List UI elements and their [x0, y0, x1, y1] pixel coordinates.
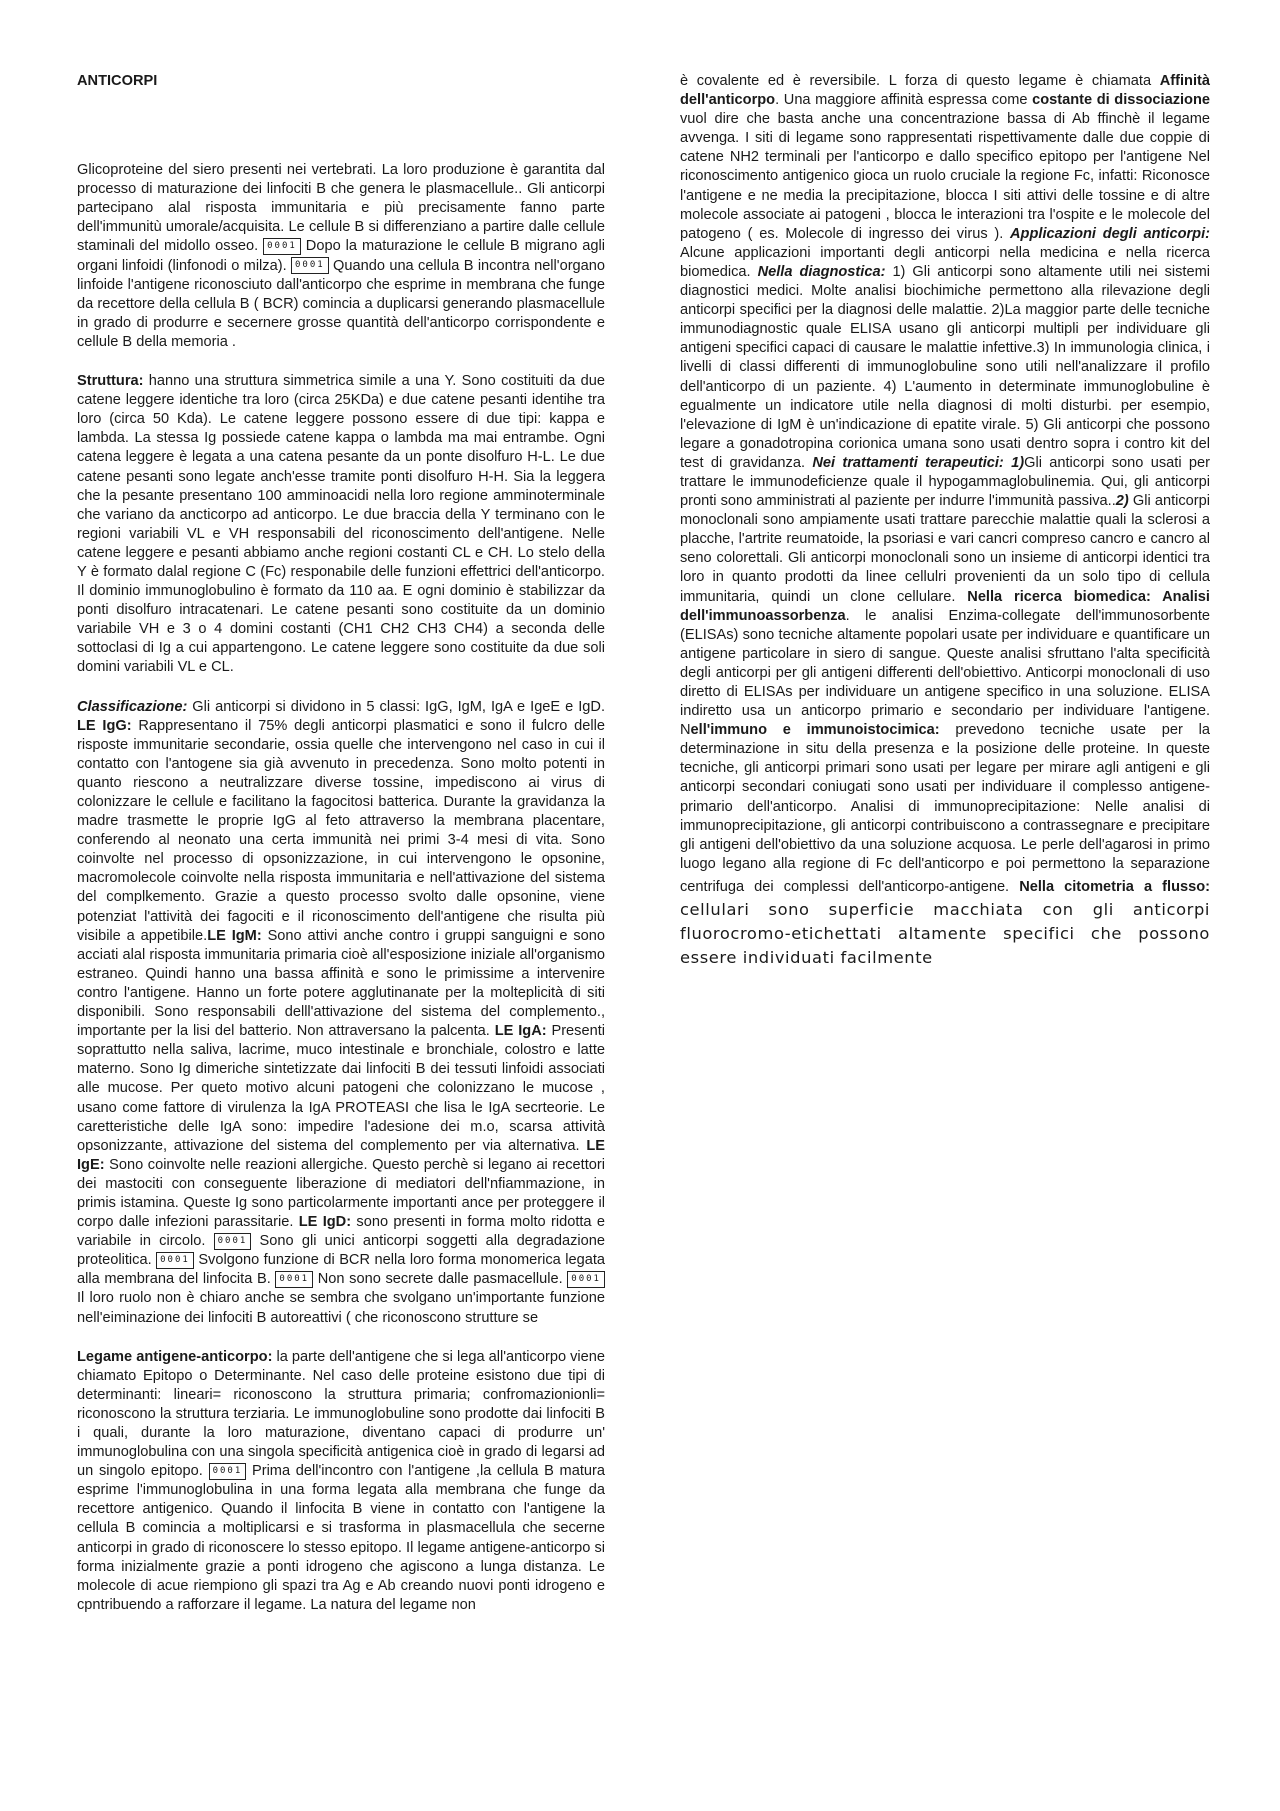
terapeutici-heading: Nei trattamenti terapeutici: 1): [812, 454, 1025, 471]
classificazione-heading: Classificazione:: [77, 698, 188, 715]
affinity-term: Affinità dell'anticorpo: [680, 73, 1210, 109]
igd-heading: LE IgD:: [298, 1214, 352, 1231]
placeholder-box: 0001: [291, 257, 329, 274]
legame-heading: Legame antigene-anticorpo:: [77, 1348, 273, 1365]
ricerca-heading: Nella ricerca biomedica: Analisi dell'immunoassorbenza: [680, 588, 1210, 624]
igd-text-3: Svolgono funzione di BCR nella loro forma monomerica legata alla membrana del linfocita B.: [77, 1252, 605, 1288]
immuno-heading: ell'immuno e immunoistocimica:: [690, 722, 940, 739]
intro-text-1: Glicoproteine del siero presenti nei vertebrati. La loro produzione è garantita dal processo di maturazione dei linfociti B che genera le plasmacellule.. Gli anticorpi partecipano alal risposta immunitaria e più precisamente fanno parte dell'immunitù umorale/acquisita. Le cellule B si differenziano a partire dalle cellule staminali del midollo osseo.: [77, 162, 605, 255]
applicazioni-heading: Applicazioni degli anticorpi:: [1010, 225, 1210, 242]
igd-text-5: Il loro ruolo non è chiaro anche se sembra che svolgano un'importante funzione nell'eiminazione dei linfociti B autoreattivi ( che riconoscono strutture se: [77, 1290, 605, 1326]
iga-text: Presenti soprattutto nella saliva, lacrime, muco intestinale e bronchiale, colostro e latte materno. Sono Ig dimeriche sintetizzate dai linfociti B dei tessuti linfoidi associati alle mucose. Per queto motivo alcuni patogeni che colonizzano le mucose , usano come fattore di virulenza la IgA PROTEASI che lisa le IgA secrteorie. Le caretteristiche delle IgA sono: impedire l'adesione dei m.o, scarsa attività opsonizzante, attivazione del sistema del complemento per via alternativa.: [77, 1023, 606, 1154]
affinity-text-2: . Una maggiore affinità espressa come: [775, 92, 1033, 109]
igg-text: Rappresentano il 75% degli anticorpi plasmatici e sono il fulcro delle risposte immunitarie secondarie, ossia quelle che intervengono nel caso in cui il contatto con l'antogene sia già avvenuto in precedenza. Sono molto potenti in quanto riescono a neutralizzare diverse tossine, impediscono ai virus di colonizzare le cellule e facilitano la fagocitosi batterica. Durante la gravidanza la madre trasmette le proprie IgG al feto attraverso la membrana placentare, conferendo al neonato una certa immunità nei primi 3-4 mesi di vita. Sono coinvolte nel processo di opsonizzazione, in cui intervengono le opsonine, macromolecole coinvolte nella risposta immunitaria e nell'attivazione del sistema del complkemento. Grazie a questo processo svolto dalle opsonine, viene potenziat l'attività dei fagociti e il riconoscimento dell'antigene che risulta più visibile a appetibile.: [77, 717, 606, 944]
intro-text-3: Quando una cellula B incontra nell'organo linfoide l'antigene riconosciuto dall'anticorpo che esprime in membrana che funge da recettore della cellula B ( BCR) comincia a duplicarsi generando plasmacellule in grado di produrre e secernere grosse quantità dell'anticorpo corrispondente e cellule B della memoria .: [77, 257, 606, 350]
dissociation-term: costante di dissociazione: [1032, 92, 1210, 109]
struttura-text: hanno una struttura simmetrica simile a una Y. Sono costituiti da due catene leggere identiche tra loro (circa 25KDa) e due catene pesanti identihe tra loro (circa 50 Kda). Le catene leggere possono essere di due tipi: kappa e lambda. La stessa Ig possiede catene kappa o lambda ma mai entrambe. Ogni catena leggere è legata a una catena pesante da un ponte disolfuro H-L. Le due catene pesanti sono legate anch'esse tramite ponti disolfuro H-H. Sia la leggera che la pesante presentano 100 amminoacidi nella loro regione amminoterminale che variano da ancticorpo ad anticorpo. Le due braccia della Y terminano con le regioni variabili VL e VH responsabili del riconoscimento dell'antigene. Nelle catene leggere e pesanti abbiamo anche regioni costanti CL e CH. Lo stelo della Y è formato dalal regione C (Fc) responabile delle funzioni effettrici dell'anticorpo. Il dominio immunoglobulino è formato da 110 aa. E ogni dominio è stabilizzar da ponti disolfuro intracatenari. Le catene pesanti sono costituite da un dominio variabile VH e 3 o 4 domini costanti (CH1 CH2 CH3 CH4) a seconda delle sottoclasi di Ig a cui appartengono. Le catene leggere sono costituite da due soli domini variabili VL e CL.: [77, 373, 605, 676]
affinity-text-1: è covalente ed è reversibile. L forza di questo legame è chiamata: [680, 73, 1160, 89]
right-column: [680, 72, 1210, 990]
igm-text: Sono attivi anche contro i gruppi sanguigni e sono acciati alal risposta immunitaria primaria cioè all'esposizione iniziale all'organismo estraneo. Quindi hanno una bassa affinità e sono le primissime a intervenire contro l'antigene. Hanno un forte potere agglutinanate per la molteplicità di siti disponibili. Sono responsabili delll'attivazione del sistema del complemento., importante per la lisi del batterio. Non attraversano la palcenta.: [77, 927, 605, 1040]
terapeutici-2-text: Gli anticorpi monoclonali sono ampiamente usati trattare parecchie malattie quali la sclerosi a placche, l'artrite reumatoide, la psoriasi e vari cancri compreso cancro e cancro al seno colorettali. Gli anticorpi monoclonali sono un insieme di anticorpi identici tra loro in quanto prodotti da linee cellulri provenienti da un solo tipo di cellula immunitaria, quindi un clone cellulare.: [680, 493, 1210, 605]
diagnostica-heading: Nella diagnostica:: [757, 263, 886, 280]
igd-text-1: sono presenti in forma molto ridotta e variabile in circolo.: [77, 1214, 606, 1250]
placeholder-box: 0001: [209, 1463, 247, 1480]
intro-text-2: Dopo la maturazione le cellule B migrano agli organi linfoidi (linfonodi o milza).: [77, 238, 605, 274]
igd-text-2: Sono gli unici anticorpi soggetti alla degradazione proteolitica.: [77, 1233, 606, 1269]
terapeutici-2-heading: 2): [1115, 493, 1129, 510]
applicazioni-text: Alcune applicazioni importanti degli anticorpi nella medicina e nella ricerca biomedica.: [680, 244, 1210, 280]
right-paragraph: [680, 72, 1210, 970]
igm-heading: LE IgM:: [207, 927, 262, 944]
ige-heading: LE IgE:: [77, 1137, 605, 1173]
classificazione-paragraph: [77, 698, 605, 1328]
placeholder-box: 0001: [275, 1271, 313, 1288]
ricerca-text: . le analisi Enzima-collegate dell'immunosorbente (ELISAs) sono tecniche altamente popolari usate per individuare e quantificare un antigene particolare in siero di sangue. Queste analisi sfruttano l'alta specificità degli anticorpi per gli antigeni differenti dell'obiettivo. Anticorpi monoclonali di uso diretto di ELISAs per individuare un antigene specifico in una soluzione. ELISA indiretto usa un anticorpo primario e secondario per individuare l'antigene. N: [680, 607, 1210, 739]
struttura-heading: Struttura:: [77, 373, 144, 390]
terapeutici-text: Gli anticorpi sono usati per trattare le immunodeficienze quale il hypogammaglobulinemia. Qui, gli anticorpi pronti sono amministrati al paziente per indurre l'immunità passiva..: [680, 454, 1210, 510]
placeholder-box: 0001: [156, 1252, 194, 1269]
iga-heading: LE IgA:: [494, 1023, 547, 1040]
affinity-text-3: vuol dire che basta anche una concentrazione bassa di Ab ffinchè il legame avvenga. I siti di legame sono rappresentati rispettivamente dalle due coppie di catene NH2 terminali per l'anticorpo e dallo specifico epitopo per l'antigene Nel riconoscimento antigenico gioca un ruolo cruciale la regione Fc, infatti: Riconosce l'antigene e ne media la precipitazione, blocca I siti attivi delle tossine e di altre molecole associate ai patogeni , blocca le interazioni tra l'ospite e le molecole del patogeno ( es. Molecole di ingresso dei virus ).: [680, 111, 1210, 242]
left-column: [77, 72, 605, 1635]
citometria-heading: Nella citometria a flusso:: [1019, 878, 1210, 895]
legame-text-1: la parte dell'antigene che si lega all'anticorpo viene chiamato Epitopo o Determinante. Nel caso delle proteine esistono due tipi di determinanti: lineari= riconoscono la struttura primaria; confromazionionli= riconoscono la struttura terziaria. Le immunoglobuline sono prodotte dai linfociti B i quali, durante la loro maturazione, diventano capaci di produrre un' immunoglobulina con una singola specificità antigenica cioè in grado di legarsi ad un singolo epitopo.: [77, 1348, 606, 1480]
placeholder-box: 0001: [567, 1271, 605, 1288]
diagnostica-text: 1) Gli anticorpi sono altamente utili nei sistemi diagnostici medici. Molte analisi biochimiche permettono alla rilevazione degli anticorpi specifici per la diagnosi delle malattie. 2)La maggior parte delle tecniche immunodiagnostic quale ELISA usano gli anticorpi multipli per individuare gli antigeni specifici capaci di causare le malattie infettive.3) In immunologia clinica, i livelli di classi differenti di immunoglobuline sono utili nell'analizzare il profilo dell'anticorpo di un paziente. 4) L'aumento in determinate immunoglobuline è egualmente un indicatore utile nella diagnosi di molti disturbi. per esempio, l'elevazione di IgM è un'indicazione di epatite virale. 5) Gli anticorpi che possono legare a gonadotropina corionica umana sono usati dentro sopra i contro kit del test di gravidanza.: [680, 263, 1210, 471]
legame-paragraph: [77, 1348, 605, 1615]
intro-paragraph: [77, 161, 605, 352]
document-title: ANTICORPI: [77, 73, 158, 89]
igd-text-4: Non sono secrete dalle pasmacellule.: [317, 1271, 563, 1288]
immuno-text: prevedono tecniche usate per la determinazione in situ della presenza e la posizione delle proteine. In queste tecniche, gli anticorpi primari sono usati per legare per mirare agli antigeni e gli anticorpi secondari coniugati sono usati per individuare il complesso antigene-primario dell'anticorpo. Analisi di immunoprecipitazione: Nelle analisi di immunoprecipitazione, gli anticorpi contribuiscono a contrassegnare e precipitare gli antigeni dell'obiettivo da una soluzione acquosa. Le perle dell'agarosi in primo luogo legano alla regione di Fc dell'anticorpo e poi permettono la separazione centrifuga dei complessi dell'anticorpo-antigene.: [680, 722, 1210, 895]
struttura-paragraph: [77, 372, 605, 678]
placeholder-box: 0001: [263, 238, 301, 255]
classificazione-intro: Gli anticorpi si dividono in 5 classi: IgG, IgM, IgA e IgeE e IgD.: [187, 698, 605, 715]
citometria-text: cellulari sono superficie macchiata con gli anticorpi fluorocromo-etichettati altamente specifici che possono essere individuati facilmente: [680, 899, 1210, 967]
legame-text-2: Prima dell'incontro con l'antigene ,la cellula B matura esprime l'immunoglobulina in una forma legata alla membrana che funge da recettore antigenico. Quando il linfocita B viene in contatto con l'antigene la cellula B comincia a moltiplicarsi e si trasforma in plasmacellula che secerne anticorpi in grado di riconoscere lo stesso epitopo. Il legame antigene-anticorpo si forma inizialmente grazie a ponti idrogeno che agiscono a lunga distanza. Le molecole di acue riempiono gli spazi tra Ag e Ab creando nuovi ponti idrogeno e cpntribuendo a rafforzare il legame. La natura del legame non: [77, 1463, 605, 1613]
placeholder-box: 0001: [214, 1233, 252, 1250]
ige-text: Sono coinvolte nelle reazioni allergiche. Questo perchè si legano ai recettori dei mastociti con conseguente liberazione di mediatori dell'nfiammazione, in primis istamina. Queste Ig sono particolarmente importanti ance per proteggere il corpo dalle infezioni parassitarie.: [77, 1156, 605, 1231]
igg-heading: LE IgG:: [77, 717, 132, 734]
